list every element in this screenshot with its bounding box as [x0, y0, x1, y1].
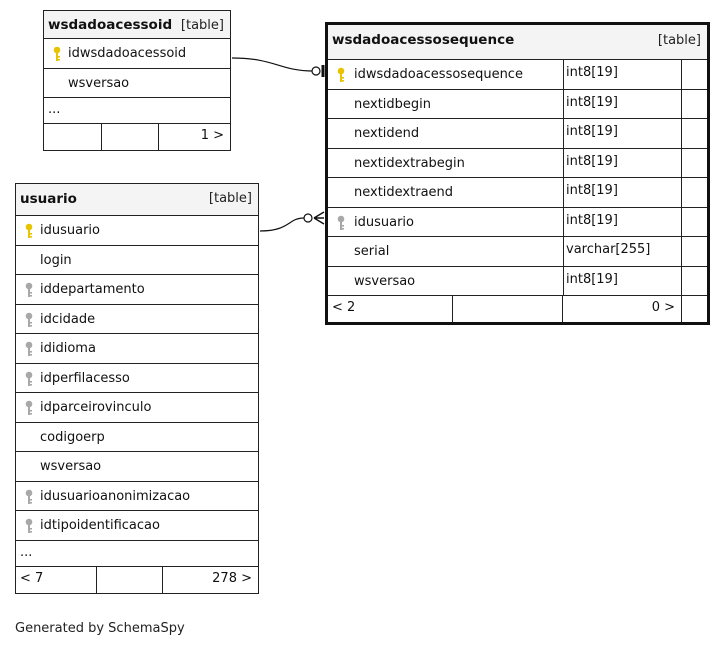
- column-type: int8[19]: [563, 267, 682, 296]
- column-type: int8[19]: [563, 90, 682, 119]
- footer-middle-cell: [102, 124, 159, 150]
- generated-by-label: Generated by SchemaSpy: [15, 621, 185, 636]
- column-row[interactable]: [44, 69, 230, 99]
- column-name[interactable]: login: [40, 252, 72, 268]
- table-header: [16, 184, 258, 216]
- column-name[interactable]: idwsdadoacessoid: [68, 46, 187, 61]
- table-name[interactable]: wsdadoacessosequence: [332, 32, 515, 48]
- column-name[interactable]: wsversao: [68, 75, 130, 91]
- more-columns: ...: [44, 98, 230, 124]
- footer-parents-cell: [328, 296, 453, 322]
- table-wsdadoacessoid[interactable]: [43, 10, 231, 151]
- column-row[interactable]: [16, 216, 258, 246]
- column-name[interactable]: serial: [354, 244, 390, 259]
- footer-parents-count[interactable]: < 2: [332, 300, 356, 315]
- foreign-key-icon: [24, 312, 34, 328]
- column-name[interactable]: codigoerp: [40, 429, 105, 445]
- foreign-key-icon: [24, 371, 34, 387]
- column-name[interactable]: idusuario: [354, 214, 414, 230]
- foreign-key-icon: [24, 341, 34, 357]
- footer-children-count[interactable]: 278 >: [212, 570, 252, 586]
- table-kind: [table]: [208, 191, 252, 206]
- column-row[interactable]: [16, 364, 258, 394]
- footer-parents-count[interactable]: < 7: [20, 570, 44, 586]
- table-header: [44, 11, 230, 39]
- column-list: [16, 216, 258, 541]
- table-footer: [328, 296, 707, 322]
- column-row[interactable]: [328, 208, 707, 238]
- column-row[interactable]: [16, 246, 258, 276]
- footer-middle-cell: [453, 296, 563, 322]
- table-kind: [table]: [180, 18, 224, 33]
- footer-parents-cell: [16, 567, 97, 593]
- column-type: int8[19]: [563, 208, 682, 237]
- table-header: [328, 25, 707, 60]
- column-name[interactable]: idusuarioanonimizacao: [40, 488, 191, 504]
- column-type: int8[19]: [563, 149, 682, 178]
- column-name[interactable]: nextidextraend: [354, 185, 454, 200]
- column-name[interactable]: idusuario: [40, 223, 100, 238]
- primary-key-icon: [52, 46, 62, 62]
- column-name[interactable]: idperfilacesso: [40, 370, 130, 386]
- relationship-usuario-crowfoot: [314, 212, 324, 224]
- column-row[interactable]: [328, 90, 707, 120]
- column-type: int8[19]: [563, 178, 682, 207]
- table-footer: [44, 124, 230, 150]
- column-row[interactable]: [16, 334, 258, 364]
- column-name[interactable]: idwsdadoacessosequence: [354, 67, 523, 82]
- column-row[interactable]: [16, 423, 258, 453]
- column-row[interactable]: [328, 178, 707, 208]
- foreign-key-icon: [24, 282, 34, 298]
- column-name[interactable]: nextidextrabegin: [354, 155, 465, 171]
- column-type: varchar[255]: [563, 237, 682, 266]
- column-name[interactable]: idcidade: [40, 311, 96, 327]
- column-row[interactable]: [328, 60, 707, 90]
- column-name[interactable]: idtipoidentificacao: [40, 518, 160, 533]
- column-name[interactable]: iddepartamento: [40, 282, 145, 297]
- column-name[interactable]: nextidbegin: [354, 96, 432, 112]
- foreign-key-icon: [24, 400, 34, 416]
- table-usuario[interactable]: [15, 183, 259, 594]
- relationship-wsdadoacessoid-line: [232, 58, 313, 71]
- relationship-usuario-circle: [304, 214, 312, 222]
- more-columns: ...: [16, 541, 258, 567]
- foreign-key-icon: [24, 489, 34, 505]
- column-name[interactable]: idparceirovinculo: [40, 400, 152, 415]
- table-footer: [16, 567, 258, 593]
- column-name[interactable]: wsversao: [354, 273, 416, 289]
- column-row[interactable]: [16, 452, 258, 482]
- column-row[interactable]: [328, 149, 707, 179]
- table-kind: [table]: [657, 33, 701, 48]
- column-name[interactable]: wsversao: [40, 459, 102, 474]
- table-name[interactable]: usuario: [20, 191, 77, 207]
- column-row[interactable]: [44, 39, 230, 69]
- column-row[interactable]: [328, 119, 707, 149]
- column-name[interactable]: nextidend: [354, 126, 420, 141]
- column-row[interactable]: [328, 267, 707, 297]
- column-row[interactable]: [16, 305, 258, 335]
- column-row[interactable]: [328, 237, 707, 267]
- column-name[interactable]: ididioma: [40, 341, 96, 356]
- primary-key-icon: [24, 223, 34, 239]
- primary-key-icon: [336, 67, 346, 83]
- footer-parents-cell: [44, 124, 102, 150]
- table-name[interactable]: wsdadoacessoid: [48, 17, 173, 33]
- column-type: int8[19]: [563, 60, 682, 89]
- table-wsdadoacessosequence[interactable]: [325, 22, 710, 325]
- column-row[interactable]: [16, 393, 258, 423]
- column-row[interactable]: [16, 482, 258, 512]
- column-row[interactable]: [16, 275, 258, 305]
- footer-children-count[interactable]: 1 >: [200, 128, 224, 143]
- column-row[interactable]: [16, 511, 258, 541]
- column-list: [328, 60, 707, 296]
- relationship-usuario-line: [260, 218, 304, 231]
- footer-children-cell: [563, 296, 682, 322]
- footer-middle-cell: [97, 567, 163, 593]
- column-type: int8[19]: [563, 119, 682, 148]
- relationship-wsdadoacessoid-circle: [312, 67, 320, 75]
- footer-children-count[interactable]: 0 >: [651, 300, 675, 315]
- foreign-key-icon: [24, 518, 34, 534]
- foreign-key-icon: [336, 215, 346, 231]
